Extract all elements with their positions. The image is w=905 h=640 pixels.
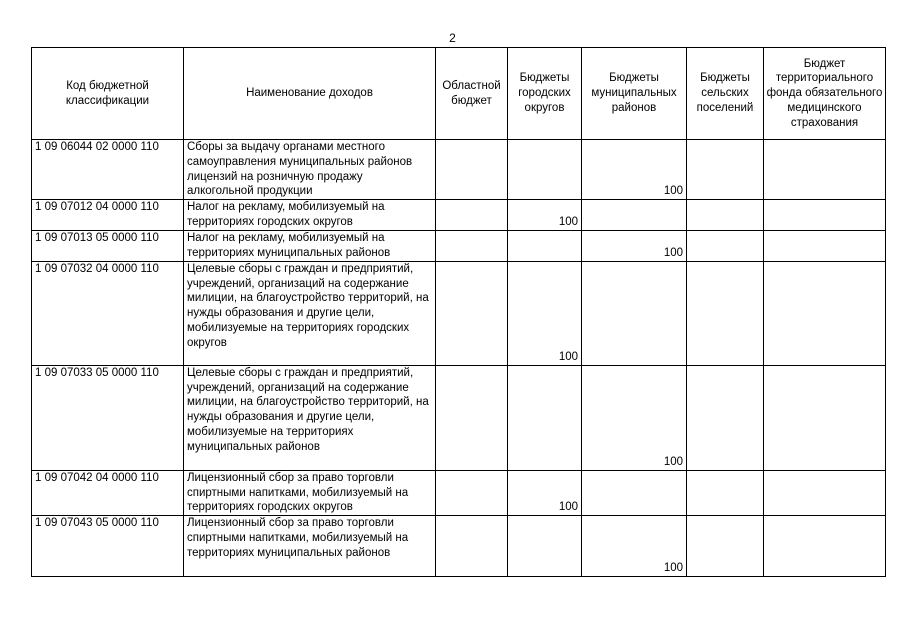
row-city-districts: [508, 516, 582, 577]
table-row: [32, 365, 886, 470]
row-name: Лицензионный сбор за право торговли спиртными напитками, мобилизуемый на территориях муниципальных районов: [184, 516, 436, 577]
table-row: [32, 140, 886, 200]
row-name: Целевые сборы с граждан и предприятий, учреждений, организаций на содержание милиции, на благоустройство территорий, на нужды образования и другие цели, мобилизуемые на территориях муниципальных районов: [184, 365, 436, 470]
row-municipal-districts: 100: [582, 516, 687, 577]
table-row: [32, 231, 886, 262]
row-rural-settlements: [687, 470, 764, 515]
row-city-districts: [508, 231, 582, 262]
row-health-fund: [764, 470, 886, 515]
row-name: Лицензионный сбор за право торговли спиртными напитками, мобилизуемый на территориях городских округов: [184, 470, 436, 515]
row-regional: [436, 470, 508, 515]
row-code: 1 09 07042 04 0000 110: [32, 470, 184, 515]
row-rural-settlements: [687, 231, 764, 262]
row-health-fund: [764, 231, 886, 262]
row-name: Налог на рекламу, мобилизуемый на территориях муниципальных районов: [184, 231, 436, 262]
row-rural-settlements: [687, 365, 764, 470]
header-row: [32, 48, 886, 140]
row-municipal-districts: [582, 470, 687, 515]
row-municipal-districts: 100: [582, 365, 687, 470]
row-city-districts: 100: [508, 470, 582, 515]
row-health-fund: [764, 365, 886, 470]
row-regional: [436, 365, 508, 470]
row-name: Целевые сборы с граждан и предприятий, учреждений, организаций на содержание милиции, на благоустройство территорий, на нужды образования и другие цели, мобилизуемые на территориях городских округов: [184, 261, 436, 365]
row-health-fund: [764, 261, 886, 365]
row-municipal-districts: [582, 200, 687, 231]
row-municipal-districts: [582, 261, 687, 365]
row-health-fund: [764, 140, 886, 200]
row-municipal-districts: 100: [582, 140, 687, 200]
row-city-districts: 100: [508, 200, 582, 231]
row-city-districts: [508, 365, 582, 470]
row-code: 1 09 07032 04 0000 110: [32, 261, 184, 365]
row-rural-settlements: [687, 516, 764, 577]
row-regional: [436, 200, 508, 231]
table-row: [32, 200, 886, 231]
row-code: 1 09 07033 05 0000 110: [32, 365, 184, 470]
table-row: [32, 470, 886, 515]
revenue-distribution-table: [31, 47, 886, 577]
row-health-fund: [764, 200, 886, 231]
row-name: Сборы за выдачу органами местного самоуправления муниципальных районов лицензий на розничную продажу алкогольной продукции: [184, 140, 436, 200]
page-number: 2: [449, 31, 456, 45]
row-name: Налог на рекламу, мобилизуемый на территориях городских округов: [184, 200, 436, 231]
table-row: [32, 516, 886, 577]
header-health-fund: Бюджет территориального фонда обязательного медицинского страхования: [764, 48, 886, 140]
row-rural-settlements: [687, 140, 764, 200]
header-code: Код бюджетной классификации: [32, 48, 184, 140]
row-rural-settlements: [687, 261, 764, 365]
row-rural-settlements: [687, 200, 764, 231]
row-regional: [436, 231, 508, 262]
row-city-districts: 100: [508, 261, 582, 365]
header-municipal-districts: Бюджеты муниципальных районов: [582, 48, 687, 140]
header-city-districts: Бюджеты городских округов: [508, 48, 582, 140]
row-code: 1 09 07013 05 0000 110: [32, 231, 184, 262]
row-code: 1 09 06044 02 0000 110: [32, 140, 184, 200]
row-regional: [436, 261, 508, 365]
row-regional: [436, 516, 508, 577]
row-regional: [436, 140, 508, 200]
row-city-districts: [508, 140, 582, 200]
row-municipal-districts: 100: [582, 231, 687, 262]
row-code: 1 09 07012 04 0000 110: [32, 200, 184, 231]
row-code: 1 09 07043 05 0000 110: [32, 516, 184, 577]
header-regional: Областной бюджет: [436, 48, 508, 140]
header-name: Наименование доходов: [184, 48, 436, 140]
header-rural-settlements: Бюджеты сельских поселений: [687, 48, 764, 140]
table-row: [32, 261, 886, 365]
row-health-fund: [764, 516, 886, 577]
